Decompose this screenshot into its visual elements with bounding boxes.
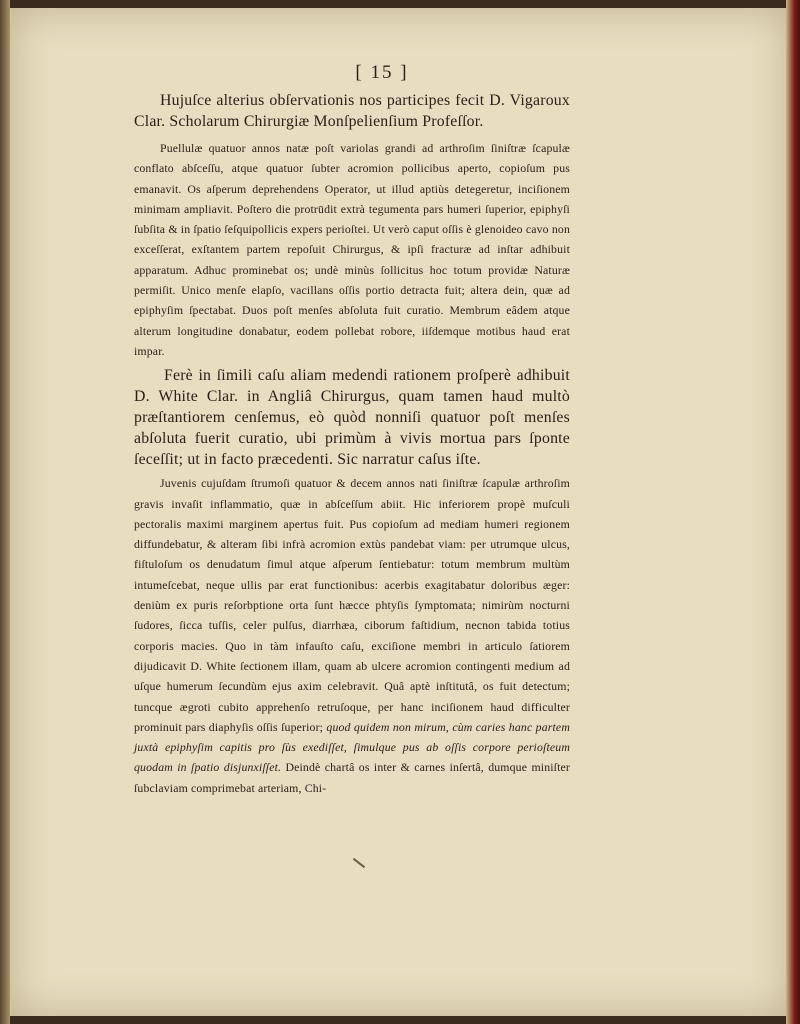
paragraph-white-case-italic: quod quidem non mirum, cùm caries hanc partem juxtà epiphyſim capitis pro ſùs exediſſet, ſimulque pus ab oſſis corpore perioſteum quodam in ſpatio disjunxiſſet. xyxy=(134,719,570,775)
section-heading: Hujuſce alterius obſervationis nos participes fecit D. Vigaroux Clar. Scholarum Chirurgiæ Monſpelienſium Profeſſor. xyxy=(134,92,570,130)
paragraph-white-intro: Ferè in ſimili caſu aliam medendi rationem proſperè adhibuit D. White Clar. in Angliâ Chirurgus, quam tamen haud multò præſtantiorem cenſemus, eò quòd nonniſi quatuor poſt menſes abſoluta fuerit curatio, ubi primùm à vivis mortua pars ſponte ſeceſſit; ut in facto præcedenti. Sic narratur caſus iſte. xyxy=(134,367,570,469)
book-gutter xyxy=(0,0,10,1024)
book-cover-edge xyxy=(786,0,800,1024)
page-text-block xyxy=(134,62,570,798)
paragraph-vigaroux-case: Puellulæ quatuor annos natæ poſt variolas grandi ad arthroſim ſiniſtræ ſcapulæ conflato abſceſſu, atque quatuor ſubter acromion pollicibus aperto, copioſum pus emanavit. Os aſperum deprehendens Operator, ut illud aptiùs detegeretur, inciſionem minimam ampliavit. Poſtero die protrūdit extrà tegumenta pars humeri ſuperior, epiphyſi ſubſita & in ſpatio ſeſquipollicis expers perioſtei. Ut verò caput oſſis è glenoideo cavo non exceſſerat, exſtantem partem repoſuit Chirurgus, & ipſi fracturæ ad inſtar adhibuit apparatum. Adhuc prominebat os; undè minùs ſollicitus hoc totum providæ Naturæ permiſit. Unico menſe elapſo, vacillans oſſis portio detracta fuit; altera dein, quæ ad epiphyſim ſpectabat. Duos poſt menſes abſoluta fuit curatio. Membrum eâdem atque alterum longitudine donabatur, eodem pollebat robore, iiſdemque motibus haud erat impar. xyxy=(134,141,570,358)
paragraph-white-case-tail: Deindè chartâ os inter & carnes inſertâ, dumque miniſter ſubclaviam comprimebat arteriam, Chi- xyxy=(134,760,570,795)
page-number: [ 15 ] xyxy=(355,62,409,83)
paragraph-white-case-lead: Juvenis cujuſdam ſtrumoſi quatuor & decem annos nati ſiniſtræ ſcapulæ arthroſim gravis invaſit inflammatio, quæ in abſceſſum abiit. Hic inferiorem propè muſculi pectoralis maximi marginem apertus fuit. Pus copioſum ad mediam humeri regionem diffundebatur, & alteram ſibi infrà acromion extùs pandebat viam: per utrumque ulcus, fiſtuloſum os denudatum ſimul atque aſperum ſentiebatur: totum membrum multùm intumeſcebat, neque ullis par erat functionibus: acerbis exagitabatur doloribus æger: deniùm ex puris reſorbptione orta ſunt hæcce phtyſis ſymptomata; nimirùm nocturni ſudores, ſicca tuſſis, celer pulſus, diarrhæa, ciborum faſtidium, necnon tabida totius corporis macies. Quo in tàm infauſto caſu, exciſione membri in articulo ſatiorem dijudicavit D. White ſectionem illam, quam ab ulcere acromion contingenti medium ad uſque humerum ſecundùm ejus axim celebravit. Quâ aptè inſtitutâ, os fuit detectum; tuncque ægroti cubito apprehenſo retruſoque, per hanc inciſionem haud difficulter prominuit pars diaphyſis oſſis ſuperior; xyxy=(134,476,570,734)
paragraph-white-case xyxy=(134,473,570,798)
